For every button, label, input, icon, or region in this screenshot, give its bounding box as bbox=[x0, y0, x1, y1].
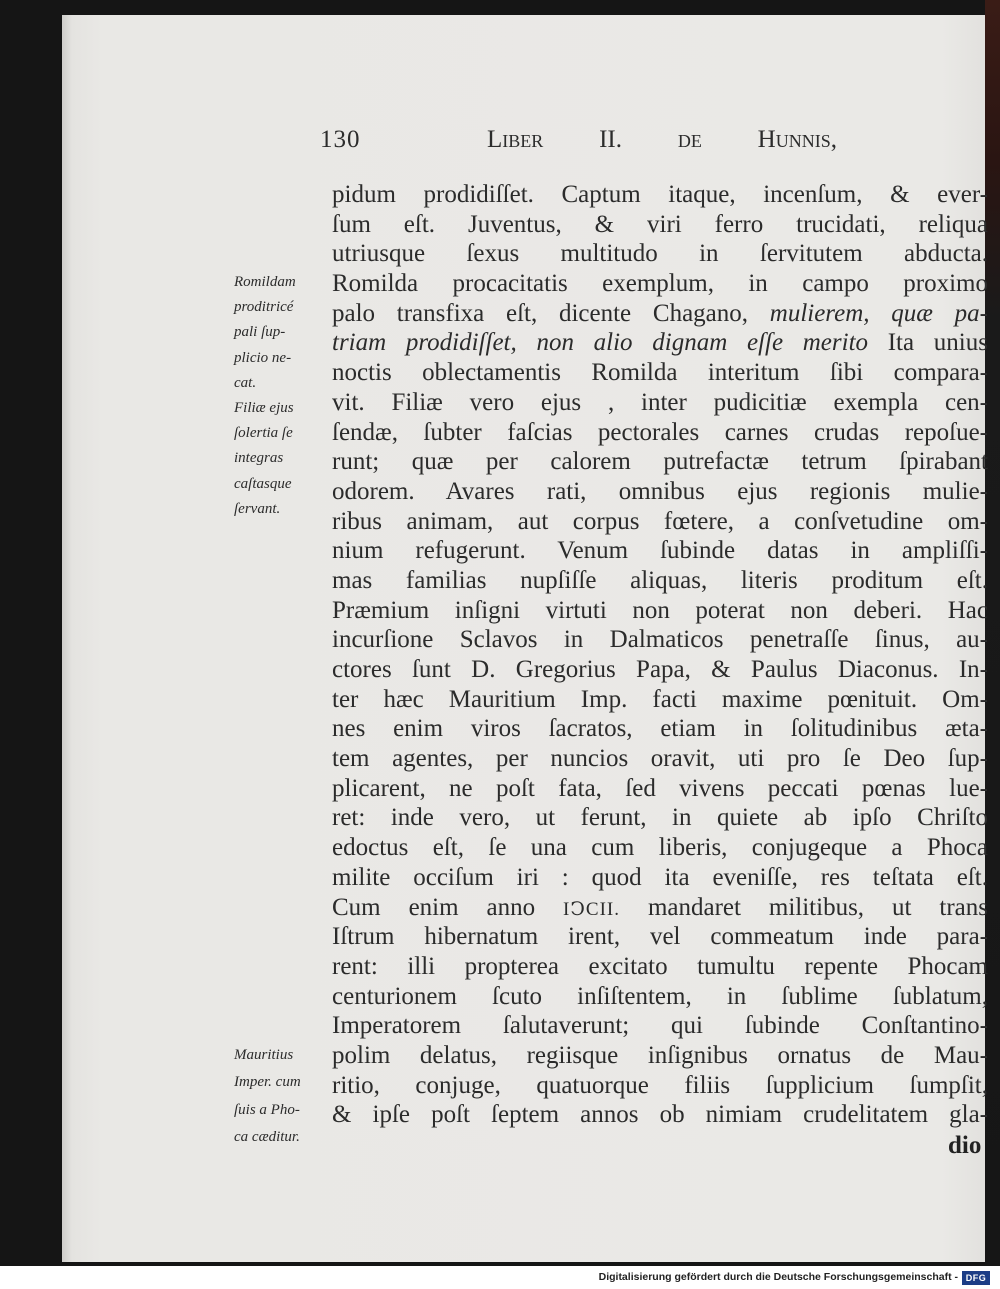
margin-note-line: Imper. cum bbox=[234, 1074, 301, 1091]
text-segment: nes enim viros ſacratos, etiam in ſolitudinibus æta- bbox=[332, 715, 988, 743]
text-line bbox=[332, 418, 988, 448]
text-line bbox=[332, 180, 988, 210]
text-line bbox=[332, 1071, 988, 1101]
text-line bbox=[332, 536, 988, 566]
text-segment: plicarent, ne poſt fata, ſed vivens peccati pœnas lue- bbox=[332, 774, 988, 802]
text-segment: ſendæ, ſubter faſcias pectorales carnes crudas repoſue- bbox=[332, 418, 988, 446]
text-line bbox=[332, 447, 988, 477]
text-segment: ter hæc Mauritium Imp. facti maxime pœnituit. Om- bbox=[332, 685, 988, 713]
page-number: 130 bbox=[320, 126, 361, 153]
dfg-logo: DFG bbox=[962, 1271, 990, 1285]
text-segment: ſum eſt. Juventus, & viri ferro trucidati, reliqua bbox=[332, 210, 988, 238]
text-segment: edoctus eſt, ſe una cum liberis, conjugeque a Phoca bbox=[332, 834, 988, 862]
text-line bbox=[332, 388, 988, 418]
italic-text: mulierem, quæ pa- bbox=[769, 299, 988, 327]
text-line bbox=[332, 596, 988, 626]
margin-note-line: proditricé bbox=[234, 299, 294, 316]
book-page bbox=[62, 15, 988, 1262]
text-segment: ctores ſunt D. Gregorius Papa, & Paulus Diaconus. In- bbox=[332, 656, 988, 683]
text-line bbox=[332, 655, 988, 685]
margin-note-line: pali ſup- bbox=[234, 324, 286, 341]
text-segment: tem agentes, per nuncios oravit, uti pro ſe Deo ſup- bbox=[332, 745, 988, 773]
text-segment: pidum prodidiſſet. Captum itaque, incenſum, & ever- bbox=[332, 181, 988, 208]
text-segment: Romilda procacitatis exemplum, in campo proximo bbox=[332, 270, 988, 298]
text-segment: utriusque ſexus multitudo in ſervitutem abducta. bbox=[332, 240, 988, 268]
text-segment: Præmium inſigni virtuti non poterat non deberi. Hac bbox=[332, 596, 988, 624]
margin-note-line: ſervant. bbox=[234, 500, 281, 517]
text-line bbox=[332, 685, 988, 715]
text-segment: ritio, conjuge, quatuorque filiis ſupplicium ſumpſit, bbox=[332, 1071, 988, 1099]
text-segment: rent: illi propterea excitato tumultu repente Phocam bbox=[332, 952, 988, 980]
margin-note-line: cat. bbox=[234, 374, 257, 391]
margin-note-line: integras bbox=[234, 450, 284, 467]
text-segment: ret: inde vero, ut ferunt, in quiete ab ipſo Chriſto bbox=[332, 804, 988, 832]
text-line bbox=[332, 507, 988, 537]
italic-text: triam prodidiſſet, non alio dignam eſſe merito bbox=[332, 329, 869, 357]
text-line bbox=[332, 477, 988, 507]
margin-note-romilda bbox=[234, 270, 328, 522]
text-line bbox=[332, 774, 988, 804]
text-line bbox=[332, 328, 988, 358]
text-segment: incurſione Sclavos in Dalmaticos penetraſſe ſinus, au- bbox=[332, 626, 988, 654]
main-text-block bbox=[332, 180, 988, 1130]
text-line bbox=[332, 1100, 988, 1130]
text-segment: mandaret militibus, ut trans bbox=[620, 893, 988, 921]
text-line bbox=[332, 893, 988, 923]
text-line bbox=[332, 833, 988, 863]
margin-note-line: plicio ne- bbox=[234, 349, 292, 366]
text-line bbox=[332, 1011, 988, 1041]
text-line bbox=[332, 299, 988, 329]
text-line bbox=[332, 803, 988, 833]
text-segment: runt; quæ per calorem putrefactæ tetrum ſpirabant bbox=[332, 448, 988, 476]
margin-note-line: ſolertia ſe bbox=[234, 425, 293, 442]
margin-note-line: Filiæ ejus bbox=[234, 399, 294, 416]
running-title: Liber II. de Hunnis, bbox=[487, 126, 837, 153]
text-segment: polim delatus, regiisque inſignibus ornatus de Mau- bbox=[332, 1041, 988, 1069]
margin-note-line: ſuis a Pho- bbox=[234, 1101, 300, 1118]
catchword: dio bbox=[948, 1132, 982, 1159]
margin-note-mauritius bbox=[234, 1042, 328, 1152]
text-segment: Cum enim anno bbox=[332, 893, 564, 921]
digitization-footer bbox=[0, 1266, 1000, 1289]
text-segment: Imperatorem ſalutaverunt; qui ſubinde Conſtantino- bbox=[332, 1012, 988, 1040]
text-line bbox=[332, 239, 988, 269]
text-line bbox=[332, 358, 988, 388]
text-segment: IↃCII. bbox=[563, 898, 620, 920]
text-segment: palo transfixa eſt, dicente Chagano, bbox=[332, 299, 770, 327]
text-line bbox=[332, 566, 988, 596]
text-segment: & ipſe poſt ſeptem annos ob nimiam crudelitatem gla- bbox=[332, 1101, 988, 1129]
text-segment: vit. Filiæ vero ejus , inter pudicitiæ exempla cen- bbox=[332, 388, 988, 416]
text-segment: milite occiſum iri : quod ita eveniſſe, res teſtata eſt. bbox=[332, 863, 988, 891]
margin-note-line: Romildam bbox=[234, 274, 296, 290]
text-line bbox=[332, 210, 988, 240]
text-segment: ribus animam, aut corpus fœtere, a conſvetudine om- bbox=[332, 507, 988, 535]
text-line bbox=[332, 922, 988, 952]
text-segment: mas familias nupſiſſe aliquas, literis proditum eſt. bbox=[332, 566, 988, 594]
text-segment: Iſtrum hibernatum irent, vel commeatum inde para- bbox=[332, 923, 988, 951]
text-line bbox=[332, 744, 988, 774]
margin-note-line: caſtasque bbox=[234, 475, 292, 492]
text-line bbox=[332, 863, 988, 893]
text-line bbox=[332, 952, 988, 982]
text-line bbox=[332, 982, 988, 1012]
text-line bbox=[332, 625, 988, 655]
margin-note-line: ca cæditur. bbox=[234, 1129, 300, 1146]
text-segment: noctis oblectamentis Romilda interitum ſibi compara- bbox=[332, 359, 988, 387]
text-line bbox=[332, 269, 988, 299]
margin-note-line: Mauritius bbox=[234, 1047, 294, 1063]
text-segment: nium refugerunt. Venum ſubinde datas in ampliſſi- bbox=[332, 537, 988, 565]
text-segment: centurionem ſcuto inſiſtentem, in ſublime ſublatum, bbox=[332, 982, 988, 1010]
funding-credit: Digitalisierung gefördert durch die Deutsche Forschungsgemeinschaft - bbox=[598, 1271, 958, 1283]
text-segment: odorem. Avares rati, omnibus ejus regionis mulie- bbox=[332, 477, 988, 505]
text-line bbox=[332, 714, 988, 744]
text-line bbox=[332, 1041, 988, 1071]
text-segment: Ita unius bbox=[868, 329, 988, 357]
